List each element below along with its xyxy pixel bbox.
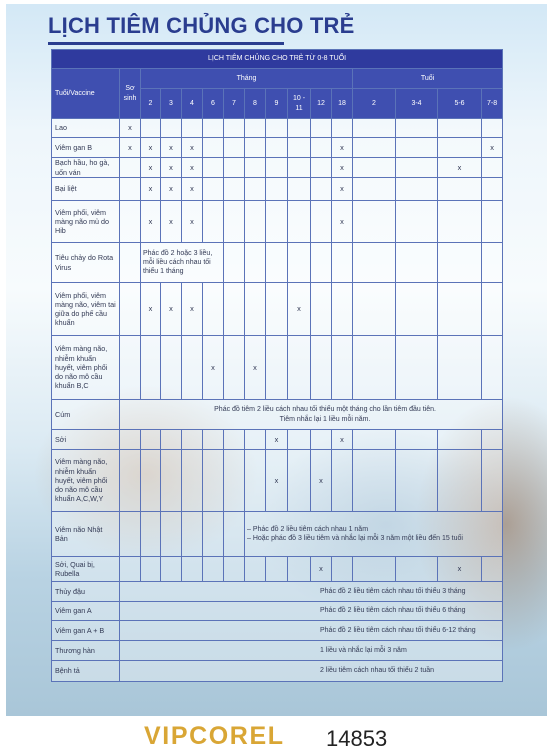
dose-cell	[224, 119, 245, 138]
dose-cell	[224, 243, 245, 283]
vaccine-name: Thủy đậu	[52, 582, 120, 602]
title-underline	[48, 42, 284, 45]
dose-cell	[224, 557, 245, 582]
dose-cell	[224, 283, 245, 336]
dose-cell	[203, 158, 224, 178]
table-row	[52, 621, 503, 641]
column-header-month: 6	[203, 89, 224, 119]
dose-cell	[203, 430, 224, 450]
dose-cell	[120, 283, 141, 336]
dose-cell: x	[141, 138, 161, 158]
dose-cell	[438, 138, 482, 158]
vaccination-schedule-table	[51, 49, 503, 682]
dose-cell	[311, 283, 332, 336]
dose-cell	[245, 283, 266, 336]
schedule-note	[245, 512, 503, 557]
vaccine-name: Viêm màng não, nhiễm khuẩn huyết, viêm phổi do não mô cầu khuẩn B,C	[52, 336, 120, 400]
dose-cell	[353, 243, 396, 283]
dose-cell	[353, 283, 396, 336]
dose-cell	[311, 178, 332, 201]
table-row	[52, 138, 503, 158]
dose-cell	[482, 336, 503, 400]
dose-cell	[266, 158, 288, 178]
dose-cell	[288, 158, 311, 178]
dose-cell: x	[141, 201, 161, 243]
dose-cell	[245, 158, 266, 178]
brand-logo: VIPCOREL	[144, 722, 285, 750]
dose-cell	[438, 243, 482, 283]
vaccine-name: Viêm phổi, viêm màng não mủ do Hib	[52, 201, 120, 243]
dose-cell	[266, 336, 288, 400]
table-row	[52, 512, 503, 557]
dose-cell	[288, 450, 311, 512]
table-row	[52, 201, 503, 243]
dose-cell: x	[161, 201, 182, 243]
column-header-year: 5-6	[438, 89, 482, 119]
dose-cell: x	[332, 158, 353, 178]
dose-cell: x	[141, 283, 161, 336]
dose-cell	[203, 201, 224, 243]
dose-cell	[224, 138, 245, 158]
dose-cell	[332, 243, 353, 283]
dose-cell: x	[203, 336, 224, 400]
dose-cell	[141, 450, 161, 512]
dose-cell	[203, 557, 224, 582]
dose-cell	[203, 512, 224, 557]
table-row	[52, 283, 503, 336]
dose-cell	[120, 201, 141, 243]
dose-cell: x	[182, 201, 203, 243]
table-row	[52, 243, 503, 283]
dose-cell	[120, 243, 141, 283]
dose-cell	[438, 336, 482, 400]
dose-cell	[161, 512, 182, 557]
vaccine-name: Viêm não Nhật Bản	[52, 512, 120, 557]
dose-cell	[353, 557, 396, 582]
dose-cell	[141, 430, 161, 450]
dose-cell	[266, 178, 288, 201]
table-row	[52, 178, 503, 201]
dose-cell: x	[182, 158, 203, 178]
dose-cell	[141, 557, 161, 582]
vaccine-name: Thương hàn	[52, 641, 120, 661]
dose-cell	[182, 336, 203, 400]
column-header-month: 12	[311, 89, 332, 119]
column-header-month: 3	[161, 89, 182, 119]
design-code: 14853	[326, 726, 388, 751]
dose-cell	[182, 512, 203, 557]
vaccine-name: Bệnh tả	[52, 661, 120, 682]
schedule-note-line: – Phác đồ 2 liều tiêm cách nhau 1 năm	[247, 525, 369, 533]
dose-cell	[245, 557, 266, 582]
dose-cell	[353, 158, 396, 178]
dose-cell	[266, 283, 288, 336]
dose-cell	[482, 557, 503, 582]
dose-cell: x	[332, 201, 353, 243]
dose-cell	[288, 336, 311, 400]
column-header-month: 2	[141, 89, 161, 119]
dose-cell	[245, 430, 266, 450]
vaccine-name: Sởi, Quai bị, Rubella	[52, 557, 120, 582]
dose-cell: x	[311, 557, 332, 582]
table-row	[52, 336, 503, 400]
dose-cell	[353, 336, 396, 400]
dose-cell	[141, 512, 161, 557]
dose-cell	[396, 430, 438, 450]
vaccine-name: Sởi	[52, 430, 120, 450]
dose-cell	[120, 178, 141, 201]
dose-cell	[311, 430, 332, 450]
column-header-month: 8	[245, 89, 266, 119]
dose-cell	[266, 243, 288, 283]
dose-cell	[120, 430, 141, 450]
dose-cell: x	[438, 158, 482, 178]
dose-cell	[224, 430, 245, 450]
vaccine-name: Bại liệt	[52, 178, 120, 201]
schedule-note-line: Phác đồ tiêm 2 liều cách nhau tối thiểu một tháng cho lần tiêm đầu tiên.	[214, 406, 436, 414]
dose-cell: x	[245, 336, 266, 400]
dose-cell	[203, 283, 224, 336]
dose-cell	[245, 119, 266, 138]
dose-cell	[161, 450, 182, 512]
vaccine-name: Tiêu chảy do Rota Virus	[52, 243, 120, 283]
dose-cell	[120, 158, 141, 178]
dose-cell: x	[182, 283, 203, 336]
dose-cell	[245, 243, 266, 283]
column-group-months: Tháng	[141, 69, 353, 89]
dose-cell	[311, 119, 332, 138]
column-group-years: Tuổi	[353, 69, 503, 89]
dose-cell	[353, 119, 396, 138]
table-row	[52, 641, 503, 661]
dose-cell	[396, 178, 438, 201]
dose-cell	[438, 450, 482, 512]
dose-cell	[353, 201, 396, 243]
table-row	[52, 602, 503, 621]
schedule-note: Phác đồ 2 liều tiêm cách nhau tối thiểu 6 tháng	[120, 602, 503, 621]
dose-cell	[288, 138, 311, 158]
dose-cell	[353, 138, 396, 158]
dose-cell	[353, 430, 396, 450]
column-header-newborn: Sơ sinh	[120, 69, 141, 119]
dose-cell	[203, 138, 224, 158]
dose-cell	[288, 430, 311, 450]
table-row	[52, 430, 503, 450]
schedule-note: Phác đồ 2 liều tiêm cách nhau tối thiểu 6-12 tháng	[120, 621, 503, 641]
dose-cell	[224, 512, 245, 557]
column-header-year: 3-4	[396, 89, 438, 119]
dose-cell	[396, 158, 438, 178]
dose-cell	[482, 178, 503, 201]
column-header-month: 9	[266, 89, 288, 119]
dose-cell	[203, 450, 224, 512]
dose-cell	[332, 119, 353, 138]
dose-cell	[332, 336, 353, 400]
dose-cell: x	[332, 178, 353, 201]
page-title: LỊCH TIÊM CHỦNG CHO TRẺ	[48, 13, 355, 38]
schedule-note: 1 liều và nhắc lại mỗi 3 năm	[120, 641, 503, 661]
column-header-month: 10 - 11	[288, 89, 311, 119]
table-row	[52, 557, 503, 582]
dose-cell	[161, 336, 182, 400]
dose-cell	[288, 243, 311, 283]
schedule-note-line: Tiêm nhắc lại 1 liều mỗi năm.	[279, 415, 371, 423]
dose-cell: x	[120, 119, 141, 138]
dose-cell	[266, 557, 288, 582]
dose-cell	[266, 119, 288, 138]
dose-cell	[396, 283, 438, 336]
dose-cell	[245, 450, 266, 512]
dose-cell	[141, 119, 161, 138]
dose-cell: x	[141, 158, 161, 178]
schedule-note: Phác đồ 2 liều tiêm cách nhau tối thiểu 3 tháng	[120, 582, 503, 602]
dose-cell	[245, 178, 266, 201]
dose-cell	[288, 178, 311, 201]
dose-cell	[332, 283, 353, 336]
dose-cell: x	[161, 138, 182, 158]
column-header-year: 2	[353, 89, 396, 119]
dose-cell	[396, 450, 438, 512]
table-row	[52, 158, 503, 178]
dose-cell: x	[266, 450, 288, 512]
dose-cell	[224, 201, 245, 243]
dose-cell: x	[141, 178, 161, 201]
column-header-month: 7	[224, 89, 245, 119]
dose-cell	[182, 430, 203, 450]
table-row	[52, 582, 503, 602]
dose-cell	[182, 450, 203, 512]
dose-cell	[482, 450, 503, 512]
vaccine-name: Bạch hầu, ho gà, uốn ván	[52, 158, 120, 178]
dose-cell: x	[120, 138, 141, 158]
dose-cell: x	[311, 450, 332, 512]
dose-cell	[288, 201, 311, 243]
dose-cell	[224, 450, 245, 512]
table-caption: LỊCH TIÊM CHỦNG CHO TRẺ TỪ 0-8 TUỔI	[52, 50, 503, 69]
dose-cell	[311, 138, 332, 158]
dose-cell	[332, 450, 353, 512]
column-header-month: 18	[332, 89, 353, 119]
vaccine-name: Viêm phổi, viêm màng não, viêm tai giữa do phế cầu khuẩn	[52, 283, 120, 336]
table-row	[52, 450, 503, 512]
schedule-note	[120, 400, 503, 430]
dose-cell	[203, 178, 224, 201]
dose-cell: x	[332, 138, 353, 158]
dose-cell	[203, 119, 224, 138]
dose-cell	[438, 283, 482, 336]
dose-cell	[120, 512, 141, 557]
dose-cell	[266, 138, 288, 158]
column-header-year: 7-8	[482, 89, 503, 119]
table-row	[52, 119, 503, 138]
dose-cell	[353, 178, 396, 201]
dose-cell: x	[482, 138, 503, 158]
dose-cell	[224, 336, 245, 400]
dose-cell	[311, 336, 332, 400]
dose-cell: x	[161, 158, 182, 178]
schedule-note: 2 liều tiêm cách nhau tối thiểu 2 tuần	[120, 661, 503, 682]
column-header-age-vaccine: Tuổi/Vaccine	[52, 69, 120, 119]
dose-cell: x	[161, 283, 182, 336]
dose-cell	[120, 557, 141, 582]
dose-cell: x	[182, 138, 203, 158]
vaccine-name: Viêm gan B	[52, 138, 120, 158]
vaccine-name: Viêm gan A + B	[52, 621, 120, 641]
poster	[6, 4, 547, 751]
dose-cell	[353, 450, 396, 512]
dose-cell	[482, 119, 503, 138]
dose-cell	[482, 430, 503, 450]
dose-cell	[311, 158, 332, 178]
dose-cell	[311, 243, 332, 283]
dose-cell	[120, 450, 141, 512]
dose-cell	[332, 557, 353, 582]
dose-cell	[438, 119, 482, 138]
column-header-month: 4	[182, 89, 203, 119]
dose-cell: x	[266, 430, 288, 450]
dose-cell	[288, 119, 311, 138]
dose-cell	[288, 557, 311, 582]
dose-cell	[396, 119, 438, 138]
dose-cell	[161, 119, 182, 138]
dose-cell	[438, 178, 482, 201]
dose-cell	[482, 201, 503, 243]
dose-cell	[224, 158, 245, 178]
dose-cell	[120, 336, 141, 400]
dose-cell	[482, 283, 503, 336]
dose-cell	[396, 336, 438, 400]
vaccine-name: Viêm gan A	[52, 602, 120, 621]
dose-cell	[396, 557, 438, 582]
schedule-note: Phác đồ 2 hoặc 3 liều, mỗi liều cách nhau tối thiểu 1 tháng	[141, 243, 224, 283]
dose-cell	[182, 557, 203, 582]
vaccine-name: Viêm màng não, nhiễm khuẩn huyết, viêm phổi do não mô cầu khuẩn A,C,W,Y	[52, 450, 120, 512]
dose-cell	[182, 119, 203, 138]
dose-cell	[245, 201, 266, 243]
dose-cell	[438, 430, 482, 450]
dose-cell	[245, 138, 266, 158]
dose-cell	[311, 201, 332, 243]
dose-cell: x	[438, 557, 482, 582]
dose-cell	[438, 201, 482, 243]
dose-cell: x	[332, 430, 353, 450]
table-row	[52, 661, 503, 682]
dose-cell	[161, 430, 182, 450]
schedule-note-line: – Hoặc phác đồ 3 liều tiêm và nhắc lại mỗi 3 năm một liều đến 15 tuổi	[247, 535, 463, 542]
vaccine-name: Lao	[52, 119, 120, 138]
dose-cell: x	[288, 283, 311, 336]
vaccine-name: Cúm	[52, 400, 120, 430]
dose-cell	[141, 336, 161, 400]
dose-cell	[396, 201, 438, 243]
dose-cell	[161, 557, 182, 582]
table-row	[52, 400, 503, 430]
dose-cell	[396, 138, 438, 158]
dose-cell	[482, 243, 503, 283]
dose-cell: x	[161, 178, 182, 201]
dose-cell: x	[182, 178, 203, 201]
dose-cell	[224, 178, 245, 201]
dose-cell	[266, 201, 288, 243]
dose-cell	[482, 158, 503, 178]
dose-cell	[396, 243, 438, 283]
